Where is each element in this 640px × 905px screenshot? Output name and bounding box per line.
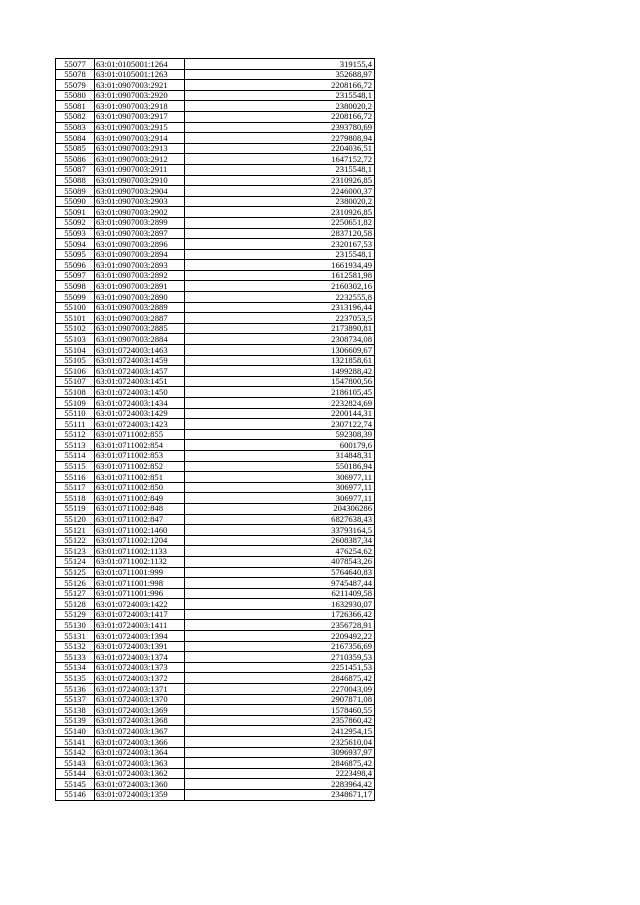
cadastral-number-cell: 63:01:0724003:1459	[95, 355, 185, 366]
cadastral-number-cell: 63:01:0711002:1133	[95, 546, 185, 557]
value-cell: 592308,39	[185, 429, 375, 440]
cadastral-number-cell: 63:01:0907003:2897	[95, 228, 185, 239]
table-row	[56, 609, 375, 620]
table-row	[56, 472, 375, 483]
cadastral-number-cell: 63:01:0711001:999	[95, 567, 185, 578]
cadastral-number-cell: 63:01:0907003:2885	[95, 323, 185, 334]
row-number-cell: 55096	[56, 260, 95, 271]
row-number-cell: 55085	[56, 143, 95, 154]
row-number-cell: 55109	[56, 398, 95, 409]
cadastral-number-cell: 63:01:0724003:1366	[95, 737, 185, 748]
cadastral-number-cell: 63:01:0907003:2892	[95, 270, 185, 281]
value-cell: 2380020,2	[185, 101, 375, 112]
value-cell: 1499288,42	[185, 366, 375, 377]
table-row	[56, 376, 375, 387]
row-number-cell: 55098	[56, 281, 95, 292]
row-number-cell: 55082	[56, 111, 95, 122]
value-cell: 314848,31	[185, 450, 375, 461]
cadastral-number-cell: 63:01:0724003:1374	[95, 652, 185, 663]
table-row	[56, 493, 375, 504]
cadastral-number-cell: 63:01:0907003:2891	[95, 281, 185, 292]
cadastral-number-cell: 63:01:0907003:2887	[95, 313, 185, 324]
table-row	[56, 535, 375, 546]
table-row	[56, 715, 375, 726]
table-row	[56, 302, 375, 313]
row-number-cell: 55095	[56, 249, 95, 260]
row-number-cell: 55080	[56, 90, 95, 101]
value-cell: 6211409,58	[185, 588, 375, 599]
row-number-cell: 55138	[56, 705, 95, 716]
table-row	[56, 578, 375, 589]
value-cell: 2348671,17	[185, 789, 375, 800]
table-row	[56, 503, 375, 514]
value-cell: 2208166,72	[185, 80, 375, 91]
row-number-cell: 55116	[56, 472, 95, 483]
cadastral-number-cell: 63:01:0711001:996	[95, 588, 185, 599]
value-cell: 306977,11	[185, 482, 375, 493]
cadastral-number-cell: 63:01:0907003:2884	[95, 334, 185, 345]
table-row	[56, 694, 375, 705]
value-cell: 2246000,37	[185, 186, 375, 197]
value-cell: 2283964,42	[185, 779, 375, 790]
cadastral-number-cell: 63:01:0907003:2914	[95, 133, 185, 144]
value-cell: 1612581,98	[185, 270, 375, 281]
row-number-cell: 55121	[56, 525, 95, 536]
value-cell: 1726366,42	[185, 609, 375, 620]
row-number-cell: 55089	[56, 186, 95, 197]
row-number-cell: 55139	[56, 715, 95, 726]
cadastral-number-cell: 63:01:0907003:2903	[95, 196, 185, 207]
cadastral-number-cell: 63:01:0711002:850	[95, 482, 185, 493]
row-number-cell: 55118	[56, 493, 95, 504]
table-row	[56, 323, 375, 334]
table-row	[56, 196, 375, 207]
table-row	[56, 461, 375, 472]
value-cell: 2846875,42	[185, 758, 375, 769]
table-row	[56, 556, 375, 567]
table-row	[56, 345, 375, 356]
value-cell: 2315548,1	[185, 249, 375, 260]
row-number-cell: 55091	[56, 207, 95, 218]
table-row	[56, 525, 375, 536]
table-row	[56, 387, 375, 398]
table-row	[56, 419, 375, 430]
value-cell: 2357860,42	[185, 715, 375, 726]
value-cell: 2380020,2	[185, 196, 375, 207]
row-number-cell: 55133	[56, 652, 95, 663]
row-number-cell: 55088	[56, 175, 95, 186]
row-number-cell: 55081	[56, 101, 95, 112]
row-number-cell: 55114	[56, 450, 95, 461]
value-cell: 2307122,74	[185, 419, 375, 430]
cadastral-number-cell: 63:01:0711002:1460	[95, 525, 185, 536]
value-cell: 2208166,72	[185, 111, 375, 122]
cadastral-number-cell: 63:01:0724003:1422	[95, 599, 185, 610]
row-number-cell: 55107	[56, 376, 95, 387]
table-row	[56, 101, 375, 112]
table-row	[56, 217, 375, 228]
row-number-cell: 55122	[56, 535, 95, 546]
value-cell: 9745487,44	[185, 578, 375, 589]
row-number-cell: 55129	[56, 609, 95, 620]
row-number-cell: 55101	[56, 313, 95, 324]
table-row	[56, 779, 375, 790]
table-row	[56, 758, 375, 769]
table-row	[56, 260, 375, 271]
cadastral-number-cell: 63:01:0907003:2896	[95, 239, 185, 250]
cadastral-number-cell: 63:01:0907003:2920	[95, 90, 185, 101]
cadastral-number-cell: 63:01:0907003:2893	[95, 260, 185, 271]
cadastral-number-cell: 63:01:0907003:2889	[95, 302, 185, 313]
table-row	[56, 175, 375, 186]
table-row	[56, 747, 375, 758]
table-row	[56, 652, 375, 663]
value-cell: 2250651,82	[185, 217, 375, 228]
cadastral-number-cell: 63:01:0907003:2913	[95, 143, 185, 154]
cadastral-number-cell: 63:01:0724003:1369	[95, 705, 185, 716]
table-row	[56, 355, 375, 366]
value-cell: 2223498,4	[185, 768, 375, 779]
row-number-cell: 55125	[56, 567, 95, 578]
value-cell: 1647152,72	[185, 154, 375, 165]
row-number-cell: 55126	[56, 578, 95, 589]
value-cell: 2186105,45	[185, 387, 375, 398]
table-row	[56, 80, 375, 91]
cadastral-number-cell: 63:01:0724003:1373	[95, 662, 185, 673]
cadastral-number-cell: 63:01:0724003:1364	[95, 747, 185, 758]
value-cell: 2320167,53	[185, 239, 375, 250]
cadastral-number-cell: 63:01:0724003:1370	[95, 694, 185, 705]
table-row	[56, 599, 375, 610]
value-cell: 5764640,83	[185, 567, 375, 578]
table-row	[56, 620, 375, 631]
value-cell: 2173890,81	[185, 323, 375, 334]
cadastral-number-cell: 63:01:0711002:854	[95, 440, 185, 451]
value-cell: 2710359,53	[185, 652, 375, 663]
table-row	[56, 249, 375, 260]
cadastral-number-cell: 63:01:0724003:1450	[95, 387, 185, 398]
table-row	[56, 440, 375, 451]
row-number-cell: 55087	[56, 164, 95, 175]
row-number-cell: 55094	[56, 239, 95, 250]
value-cell: 2313196,44	[185, 302, 375, 313]
row-number-cell: 55119	[56, 503, 95, 514]
cadastral-number-cell: 63:01:0724003:1371	[95, 684, 185, 695]
row-number-cell: 55078	[56, 69, 95, 80]
table-row	[56, 673, 375, 684]
row-number-cell: 55145	[56, 779, 95, 790]
row-number-cell: 55108	[56, 387, 95, 398]
cadastral-number-cell: 63:01:0711002:853	[95, 450, 185, 461]
value-cell: 1661934,49	[185, 260, 375, 271]
value-cell: 2310926,85	[185, 207, 375, 218]
value-cell: 2907871,08	[185, 694, 375, 705]
row-number-cell: 55144	[56, 768, 95, 779]
row-number-cell: 55079	[56, 80, 95, 91]
row-number-cell: 55111	[56, 419, 95, 430]
value-cell: 2204036,51	[185, 143, 375, 154]
row-number-cell: 55105	[56, 355, 95, 366]
value-cell: 2608387,34	[185, 535, 375, 546]
table-row	[56, 631, 375, 642]
value-cell: 2232824,69	[185, 398, 375, 409]
cadastral-number-cell: 63:01:0724003:1359	[95, 789, 185, 800]
row-number-cell: 55141	[56, 737, 95, 748]
row-number-cell: 55135	[56, 673, 95, 684]
row-number-cell: 55086	[56, 154, 95, 165]
row-number-cell: 55092	[56, 217, 95, 228]
value-cell: 4078543,26	[185, 556, 375, 567]
table-row	[56, 228, 375, 239]
value-cell: 2310926,85	[185, 175, 375, 186]
cadastral-number-cell: 63:01:0105001:1263	[95, 69, 185, 80]
table-row	[56, 429, 375, 440]
cadastral-number-cell: 63:01:0724003:1391	[95, 641, 185, 652]
table-row	[56, 408, 375, 419]
value-cell: 476254,62	[185, 546, 375, 557]
row-number-cell: 55090	[56, 196, 95, 207]
value-cell: 2209492,22	[185, 631, 375, 642]
row-number-cell: 55115	[56, 461, 95, 472]
table-row	[56, 186, 375, 197]
table-row	[56, 90, 375, 101]
cadastral-number-cell: 63:01:0724003:1372	[95, 673, 185, 684]
row-number-cell: 55120	[56, 514, 95, 525]
table-row	[56, 366, 375, 377]
row-number-cell: 55102	[56, 323, 95, 334]
value-cell: 2232555,8	[185, 292, 375, 303]
cadastral-number-cell: 63:01:0711001:998	[95, 578, 185, 589]
cadastral-number-cell: 63:01:0907003:2911	[95, 164, 185, 175]
table-row	[56, 59, 375, 70]
cadastral-number-cell: 63:01:0724003:1423	[95, 419, 185, 430]
value-cell: 550186,94	[185, 461, 375, 472]
table-row	[56, 143, 375, 154]
table-row	[56, 239, 375, 250]
cadastral-number-cell: 63:01:0907003:2910	[95, 175, 185, 186]
cadastral-number-cell: 63:01:0907003:2918	[95, 101, 185, 112]
cadastral-number-cell: 63:01:0724003:1417	[95, 609, 185, 620]
row-number-cell: 55113	[56, 440, 95, 451]
table-row	[56, 705, 375, 716]
cadastral-number-cell: 63:01:0711002:848	[95, 503, 185, 514]
row-number-cell: 55093	[56, 228, 95, 239]
row-number-cell: 55112	[56, 429, 95, 440]
table-row	[56, 154, 375, 165]
value-cell: 2270043,09	[185, 684, 375, 695]
row-number-cell: 55137	[56, 694, 95, 705]
value-cell: 2325610,04	[185, 737, 375, 748]
row-number-cell: 55077	[56, 59, 95, 70]
value-cell: 2237053,5	[185, 313, 375, 324]
table-row	[56, 641, 375, 652]
table-row	[56, 789, 375, 800]
row-number-cell: 55110	[56, 408, 95, 419]
value-cell: 2251451,53	[185, 662, 375, 673]
cadastral-number-cell: 63:01:0711002:852	[95, 461, 185, 472]
row-number-cell: 55128	[56, 599, 95, 610]
value-cell: 2200144,31	[185, 408, 375, 419]
value-cell: 352688,97	[185, 69, 375, 80]
cadastral-number-cell: 63:01:0724003:1363	[95, 758, 185, 769]
value-cell: 2160302,16	[185, 281, 375, 292]
value-cell: 1547800,56	[185, 376, 375, 387]
cadastral-number-cell: 63:01:0907003:2915	[95, 122, 185, 133]
table-row	[56, 450, 375, 461]
cadastral-number-cell: 63:01:0105001:1264	[95, 59, 185, 70]
cadastral-number-cell: 63:01:0724003:1360	[95, 779, 185, 790]
cadastral-number-cell: 63:01:0711002:1204	[95, 535, 185, 546]
row-number-cell: 55146	[56, 789, 95, 800]
table-row	[56, 514, 375, 525]
row-number-cell: 55084	[56, 133, 95, 144]
cadastral-number-cell: 63:01:0711002:849	[95, 493, 185, 504]
table-row	[56, 69, 375, 80]
cadastral-value-table	[55, 58, 375, 801]
value-cell: 2393780,69	[185, 122, 375, 133]
table-row	[56, 726, 375, 737]
value-cell: 6827638,43	[185, 514, 375, 525]
row-number-cell: 55103	[56, 334, 95, 345]
row-number-cell: 55127	[56, 588, 95, 599]
row-number-cell: 55132	[56, 641, 95, 652]
value-cell: 2315548,1	[185, 164, 375, 175]
table-row	[56, 334, 375, 345]
row-number-cell: 55117	[56, 482, 95, 493]
cadastral-number-cell: 63:01:0711002:855	[95, 429, 185, 440]
cadastral-number-cell: 63:01:0724003:1411	[95, 620, 185, 631]
cadastral-number-cell: 63:01:0724003:1368	[95, 715, 185, 726]
cadastral-number-cell: 63:01:0907003:2904	[95, 186, 185, 197]
table-row	[56, 567, 375, 578]
table-row	[56, 292, 375, 303]
value-cell: 306977,11	[185, 493, 375, 504]
value-cell: 600179,6	[185, 440, 375, 451]
cadastral-number-cell: 63:01:0724003:1434	[95, 398, 185, 409]
value-cell: 33793164,5	[185, 525, 375, 536]
value-cell: 2315548,1	[185, 90, 375, 101]
row-number-cell: 55083	[56, 122, 95, 133]
row-number-cell: 55123	[56, 546, 95, 557]
value-cell: 2308734,08	[185, 334, 375, 345]
cadastral-number-cell: 63:01:0907003:2890	[95, 292, 185, 303]
value-cell: 3096937,97	[185, 747, 375, 758]
value-cell: 306977,11	[185, 472, 375, 483]
cadastral-number-cell: 63:01:0907003:2912	[95, 154, 185, 165]
value-cell: 1632930,07	[185, 599, 375, 610]
value-cell: 2837120,58	[185, 228, 375, 239]
row-number-cell: 55140	[56, 726, 95, 737]
value-cell: 1578460,55	[185, 705, 375, 716]
cadastral-number-cell: 63:01:0907003:2894	[95, 249, 185, 260]
cadastral-number-cell: 63:01:0907003:2902	[95, 207, 185, 218]
row-number-cell: 55143	[56, 758, 95, 769]
table-row	[56, 270, 375, 281]
cadastral-number-cell: 63:01:0711002:847	[95, 514, 185, 525]
cadastral-number-cell: 63:01:0711002:851	[95, 472, 185, 483]
table-row	[56, 546, 375, 557]
cadastral-number-cell: 63:01:0907003:2921	[95, 80, 185, 91]
value-cell: 204306286	[185, 503, 375, 514]
value-cell: 2846875,42	[185, 673, 375, 684]
table-row	[56, 313, 375, 324]
value-cell: 1306609,67	[185, 345, 375, 356]
table-row	[56, 662, 375, 673]
row-number-cell: 55124	[56, 556, 95, 567]
row-number-cell: 55104	[56, 345, 95, 356]
row-number-cell: 55134	[56, 662, 95, 673]
value-cell: 2167356,69	[185, 641, 375, 652]
table-row	[56, 737, 375, 748]
cadastral-number-cell: 63:01:0724003:1394	[95, 631, 185, 642]
cadastral-number-cell: 63:01:0724003:1463	[95, 345, 185, 356]
cadastral-number-cell: 63:01:0907003:2917	[95, 111, 185, 122]
table-row	[56, 111, 375, 122]
table-row	[56, 398, 375, 409]
table-row	[56, 281, 375, 292]
value-cell: 2356728,91	[185, 620, 375, 631]
row-number-cell: 55131	[56, 631, 95, 642]
value-cell: 319155,4	[185, 59, 375, 70]
table-row	[56, 133, 375, 144]
table-row	[56, 588, 375, 599]
table-row	[56, 482, 375, 493]
row-number-cell: 55142	[56, 747, 95, 758]
value-cell: 2279808,94	[185, 133, 375, 144]
cadastral-number-cell: 63:01:0724003:1362	[95, 768, 185, 779]
row-number-cell: 55130	[56, 620, 95, 631]
value-cell: 1321858,61	[185, 355, 375, 366]
row-number-cell: 55100	[56, 302, 95, 313]
value-cell: 2412954,15	[185, 726, 375, 737]
cadastral-number-cell: 63:01:0711002:1132	[95, 556, 185, 567]
row-number-cell: 55097	[56, 270, 95, 281]
cadastral-number-cell: 63:01:0907003:2899	[95, 217, 185, 228]
table-row	[56, 684, 375, 695]
table-row	[56, 768, 375, 779]
cadastral-number-cell: 63:01:0724003:1451	[95, 376, 185, 387]
row-number-cell: 55106	[56, 366, 95, 377]
table-row	[56, 164, 375, 175]
cadastral-number-cell: 63:01:0724003:1457	[95, 366, 185, 377]
table-row	[56, 207, 375, 218]
table-row	[56, 122, 375, 133]
row-number-cell: 55136	[56, 684, 95, 695]
table-body	[56, 59, 375, 801]
row-number-cell: 55099	[56, 292, 95, 303]
cadastral-number-cell: 63:01:0724003:1429	[95, 408, 185, 419]
cadastral-number-cell: 63:01:0724003:1367	[95, 726, 185, 737]
